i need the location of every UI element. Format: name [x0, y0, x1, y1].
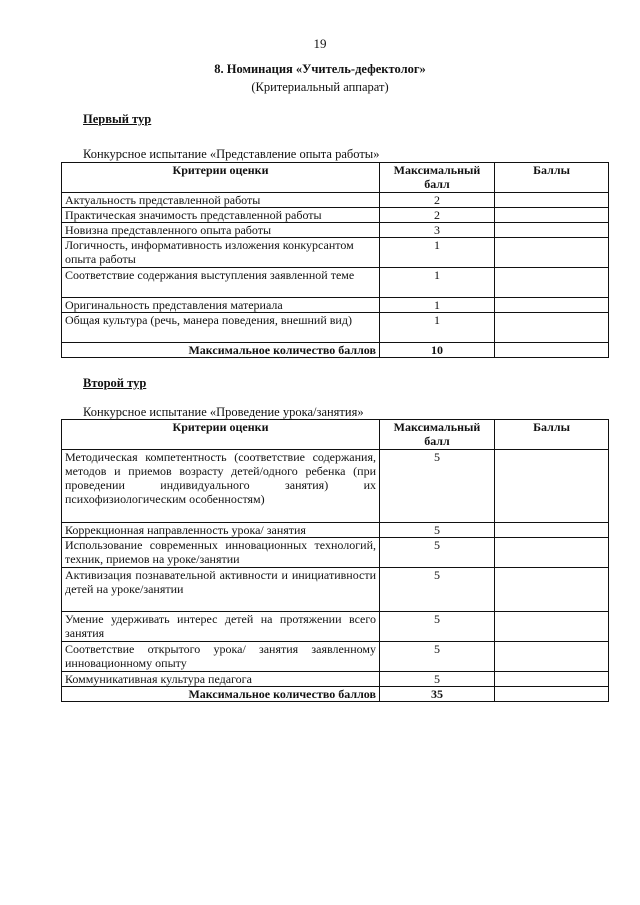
criterion-cell: Общая культура (речь, манера поведения, внешний вид) [62, 313, 380, 343]
page-title: 8. Номинация «Учитель-дефектолог» [214, 62, 426, 76]
max-score-cell: 1 [380, 268, 495, 298]
max-score-cell: 2 [380, 193, 495, 208]
score-cell[interactable] [495, 642, 609, 672]
criterion-cell: Актуальность представленной работы [62, 193, 380, 208]
max-score-cell: 5 [380, 523, 495, 538]
total-label: Максимальное количество баллов [62, 687, 380, 702]
score-cell[interactable] [495, 223, 609, 238]
tour2-table [61, 419, 609, 702]
max-score-cell: 1 [380, 313, 495, 343]
max-score-cell: 5 [380, 672, 495, 687]
table-header-row [62, 163, 609, 193]
header-criteria: Критерии оценки [62, 420, 380, 450]
criterion-cell: Коммуникативная культура педагога [62, 672, 380, 687]
criterion-cell: Новизна представленного опыта работы [62, 223, 380, 238]
max-score-cell: 5 [380, 642, 495, 672]
criterion-cell: Соответствие содержания выступления заявленной теме [62, 268, 380, 298]
score-cell[interactable] [495, 568, 609, 612]
score-cell[interactable] [495, 193, 609, 208]
total-score-cell[interactable] [495, 343, 609, 358]
table-row [62, 313, 609, 343]
score-cell[interactable] [495, 238, 609, 268]
total-value: 10 [380, 343, 495, 358]
max-score-cell: 5 [380, 612, 495, 642]
max-score-cell: 1 [380, 238, 495, 268]
max-score-cell: 3 [380, 223, 495, 238]
total-value: 35 [380, 687, 495, 702]
criterion-cell: Активизация познавательной активности и инициативности детей на уроке/занятии [62, 568, 380, 612]
header-criteria: Критерии оценки [62, 163, 380, 193]
table-row [62, 268, 609, 298]
page-number: 19 [313, 36, 327, 51]
table-row [62, 298, 609, 313]
criterion-cell: Умение удерживать интерес детей на протяжении всего занятия [62, 612, 380, 642]
header-max: Максимальный балл [380, 163, 495, 193]
tour1-table [61, 162, 609, 358]
max-score-cell: 5 [380, 538, 495, 568]
tour1-heading: Первый тур [83, 112, 152, 126]
total-label: Максимальное количество баллов [62, 343, 380, 358]
score-cell[interactable] [495, 672, 609, 687]
score-cell[interactable] [495, 268, 609, 298]
table-row [62, 568, 609, 612]
table-row [62, 238, 609, 268]
criterion-cell: Коррекционная направленность урока/ занятия [62, 523, 380, 538]
table-header-row [62, 420, 609, 450]
criterion-cell: Оригинальность представления материала [62, 298, 380, 313]
tour1-contest-title: Конкурсное испытание «Представление опыта работы» [83, 147, 380, 161]
tour2-heading: Второй тур [83, 376, 147, 390]
max-score-cell: 1 [380, 298, 495, 313]
header-max: Максимальный балл [380, 420, 495, 450]
score-cell[interactable] [495, 450, 609, 523]
score-cell[interactable] [495, 298, 609, 313]
page-subtitle: (Критериальный аппарат) [251, 80, 389, 94]
table-row [62, 672, 609, 687]
table-total-row [62, 343, 609, 358]
score-cell[interactable] [495, 612, 609, 642]
header-score: Баллы [495, 163, 609, 193]
table-row [62, 450, 609, 523]
max-score-cell: 2 [380, 208, 495, 223]
criterion-cell: Методическая компетентность (соответствие содержания, методов и приемов возрасту детей/одного ребенка (при проведении индивидуального занятия) их психофизиологическим особенностям) [62, 450, 380, 523]
header-score: Баллы [495, 420, 609, 450]
criterion-cell: Использование современных инновационных технологий, техник, приемов на уроке/занятии [62, 538, 380, 568]
table-row [62, 193, 609, 208]
criterion-cell: Практическая значимость представленной работы [62, 208, 380, 223]
table-total-row [62, 687, 609, 702]
table-row [62, 223, 609, 238]
tour2-contest-title: Конкурсное испытание «Проведение урока/занятия» [83, 405, 364, 419]
criterion-cell: Соответствие открытого урока/ занятия заявленному инновационному опыту [62, 642, 380, 672]
total-score-cell[interactable] [495, 687, 609, 702]
table-row [62, 538, 609, 568]
max-score-cell: 5 [380, 450, 495, 523]
table-row [62, 642, 609, 672]
max-score-cell: 5 [380, 568, 495, 612]
score-cell[interactable] [495, 313, 609, 343]
table-row [62, 208, 609, 223]
score-cell[interactable] [495, 523, 609, 538]
criterion-cell: Логичность, информативность изложения конкурсантом опыта работы [62, 238, 380, 268]
table-row [62, 612, 609, 642]
score-cell[interactable] [495, 538, 609, 568]
table-row [62, 523, 609, 538]
score-cell[interactable] [495, 208, 609, 223]
